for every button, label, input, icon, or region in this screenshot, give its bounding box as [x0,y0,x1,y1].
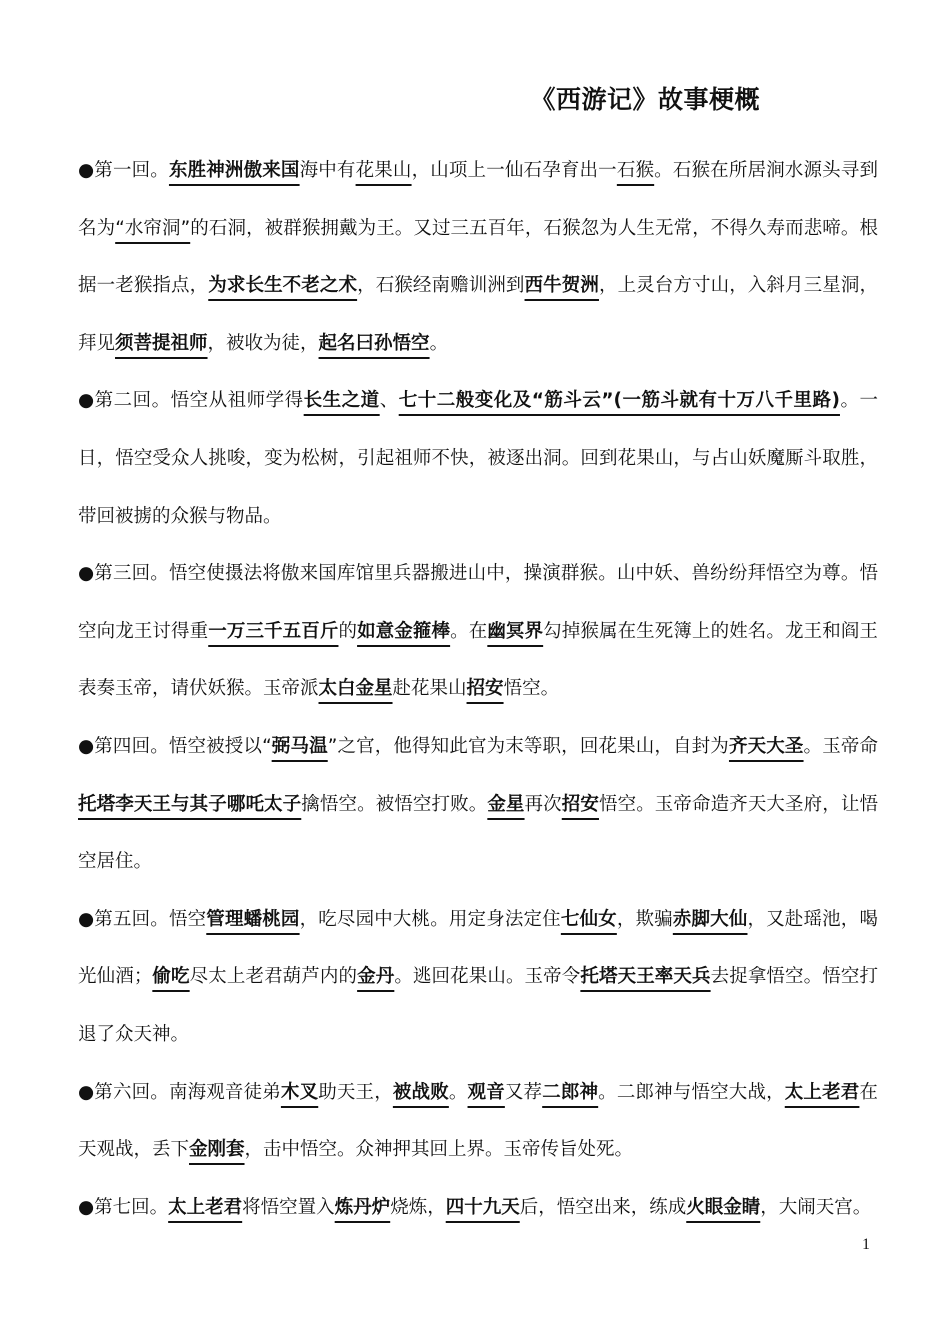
key-term: 招安 [466,678,504,700]
text-run: 。一日，悟空受众人挑唆，变为松树，引起祖师不快，被逐出洞。回到花果山，与占山妖魔厮斗取胜，带回被掳的众猴与物品。 [78,390,878,527]
text-run: 悟空。 [503,678,560,700]
key-term: 太上老君 [784,1081,860,1103]
paragraph-chapter-1 [78,142,878,372]
page-title-text: 《西游记》故事梗概 [530,85,760,114]
text-run: ●第一回。 [78,160,169,181]
paragraph-chapter-5 [78,891,878,1064]
key-term: 金刚套 [189,1139,245,1161]
paragraph-chapter-6 [78,1064,878,1179]
text-run: 。石猴在所居涧水源头寻到名为 [78,160,878,239]
text-run: ，欺骗 [616,908,673,930]
key-term: 金星 [487,793,525,815]
key-term: 观音 [467,1081,505,1103]
key-term: 石猴 [616,160,655,181]
text-run: 海中有 [299,160,356,181]
key-term: 东胜神洲傲来国 [168,160,300,181]
key-term: 花果山 [355,160,412,181]
text-run: 。二郎神与悟空大战， [598,1081,785,1103]
text-run: ●第四回。悟空被授以“ [78,735,272,757]
text-run: ●第六回。南海观音徒弟 [78,1081,281,1103]
key-term: 起名曰孙悟空 [318,332,430,354]
text-run: ，又赴瑶池，喝光仙酒； [78,908,878,988]
text-run: ，被收为徒， [207,332,319,354]
page-number: 1 [862,1236,870,1253]
key-term: 二郎神 [542,1081,599,1103]
key-term: 被战败 [392,1081,449,1103]
key-term: 太上老君 [168,1196,243,1218]
paragraph-chapter-7 [78,1179,878,1237]
text-run: 。玉帝命 [803,735,878,757]
key-term: 炼丹炉 [334,1196,391,1218]
text-run: 去捉拿悟空。悟空打退了众天神。 [78,966,878,1045]
text-run: 。逃回花果山。玉帝令 [394,966,581,988]
text-run: 。 [448,1081,468,1103]
text-run: ，大闹天宫。 [760,1196,872,1218]
text-run: 后，悟空出来，练成 [519,1196,687,1218]
key-term: 长生之道 [303,390,380,412]
text-run: 在天观战，丢下 [78,1081,878,1161]
text-run: 勾掉猴属在生死簿上的姓名。龙王和阎王表奏玉帝，请伏妖猴。玉帝派 [78,620,878,700]
text-run: ，上灵台方寸山，入斜月三星洞，拜见 [78,275,878,354]
text-run: ，击中悟空。众神押其回上界。玉帝传旨处死。 [244,1139,634,1161]
text-run: 的石洞，被群猴拥戴为王。又过三五百年，石猴忽为人生无常，不得久寿而悲啼。根据一老猴指点， [78,217,878,297]
key-term: 偷吃 [152,966,190,988]
text-run: 烧炼， [390,1196,446,1218]
text-run: 的 [338,620,358,642]
key-term: 金丹 [357,966,395,988]
paragraph-chapter-4 [78,718,878,891]
text-run: ，吃尽园中大桃。用定身法定住 [299,908,561,930]
key-term: 七仙女 [560,908,617,930]
text-run: ●第七回。 [78,1196,169,1218]
text-run: 、 [379,390,399,412]
text-run: 将悟空置入 [242,1196,335,1218]
key-term: 赤脚大仙 [672,908,748,930]
key-term: “水帘洞” [115,217,191,239]
key-term: 幽冥界 [487,620,544,642]
paragraph-chapter-2 [78,372,878,545]
key-term: 七十二般变化及“筋斗云”(一筋斗就有十万八千里路) [398,390,840,412]
key-term: 木叉 [280,1081,319,1103]
key-term: 托塔李天王与其子哪吒太子 [78,793,302,815]
text-run: 。在 [450,620,488,642]
key-term: 管理蟠桃园 [206,908,300,930]
key-term: 四十九天 [445,1196,520,1218]
text-run: 再次 [524,793,562,815]
text-run: 尽太上老君葫芦内的 [189,966,358,988]
text-run: ”之官，他得知此官为末等职，回花果山，自封为 [327,735,729,757]
paragraph-chapter-3 [78,545,878,718]
text-run: ●第五回。悟空 [78,908,207,930]
key-term: 太白金星 [318,678,393,700]
text-run: 助天王， [318,1081,393,1103]
key-term: 一万三千五百斤 [208,620,339,642]
text-run: ●第三回。悟空使摄法将傲来国库馆里兵器搬进山中，操演群猴。山中妖、兽纷纷拜悟空为尊。悟空向龙王讨得重 [78,563,878,642]
key-term: 为求长生不老之术 [208,275,358,297]
document-body [78,142,878,1236]
key-term: 托塔天王率天兵 [580,966,711,988]
page-title [0,80,950,116]
text-run: 。 [429,332,449,354]
text-run: 擒悟空。被悟空打败。 [301,793,488,815]
text-run: 悟空。玉帝命造齐天大圣府，让悟空居住。 [78,793,878,873]
text-run: ，山项上一仙石孕育出一 [411,160,617,181]
text-run: 又荐 [504,1081,543,1103]
key-term: 招安 [561,793,599,815]
text-run: ，石猴经南赡训洲到 [357,275,525,297]
key-term: 须菩提祖师 [115,332,208,354]
key-term: 弼马温 [271,735,328,757]
text-run: ●第二回。悟空从祖师学得 [78,390,304,412]
text-run: 赴花果山 [392,678,467,700]
key-term: 如意金箍棒 [357,620,451,642]
key-term: 西牛贺洲 [524,275,599,297]
key-term: 火眼金睛 [686,1196,761,1218]
key-term: 齐天大圣 [728,735,804,757]
